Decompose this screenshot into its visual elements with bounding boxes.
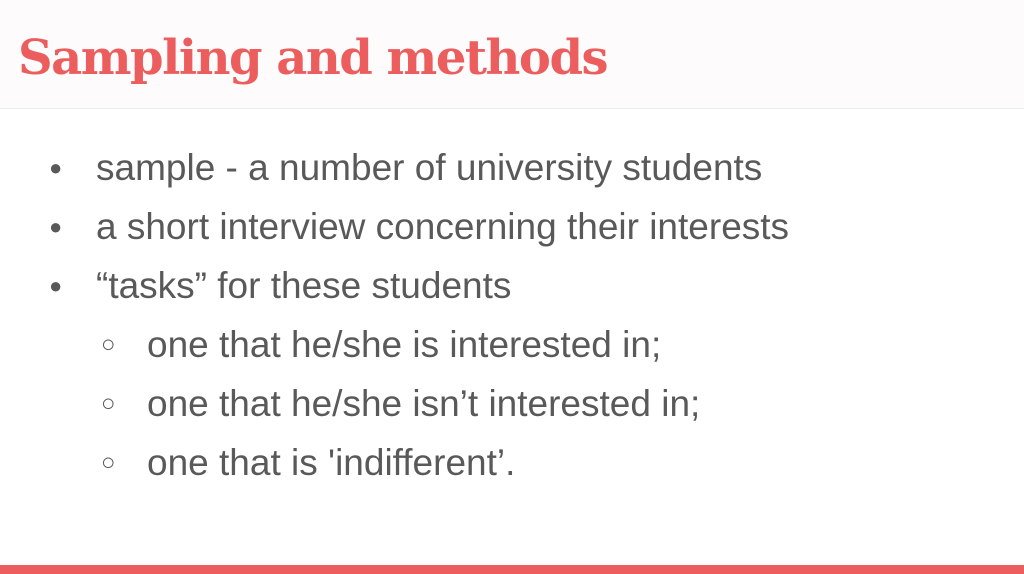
sub-bullet-item [0, 315, 1024, 374]
sub-bullet-text: one that he/she is interested in; [147, 324, 662, 365]
hollow-bullet-icon: ○ [101, 390, 116, 417]
hollow-bullet-icon: ○ [101, 449, 116, 476]
bullet-item [0, 197, 1024, 256]
bullet-text: sample - a number of university students [96, 147, 763, 188]
sub-bullet-text: one that he/she isn’t interested in; [147, 383, 701, 424]
bullet-text: “tasks” for these students [96, 265, 512, 306]
title-band [0, 0, 1024, 109]
filled-bullet-icon: ● [49, 214, 63, 239]
bullet-text: a short interview concerning their interests [96, 206, 790, 247]
slide-title: Sampling and methods [18, 30, 608, 86]
filled-bullet-icon: ● [49, 273, 63, 298]
filled-bullet-icon: ● [49, 155, 63, 180]
bullet-list [0, 138, 1024, 492]
bullet-item [0, 138, 1024, 197]
bullet-item [0, 256, 1024, 315]
sub-bullet-item [0, 433, 1024, 492]
sub-bullet-item [0, 374, 1024, 433]
hollow-bullet-icon: ○ [101, 331, 116, 358]
sub-bullet-text: one that is 'indifferent’. [147, 442, 516, 483]
bottom-accent-bar [0, 565, 1024, 574]
